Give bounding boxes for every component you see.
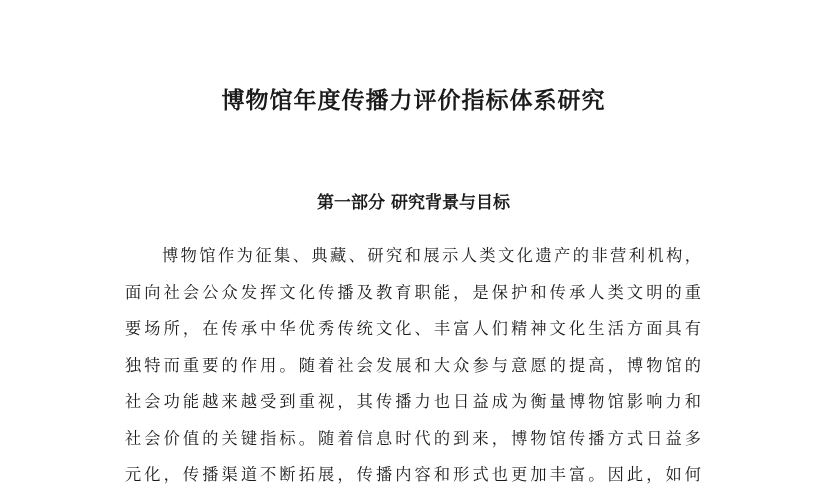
paragraph-line: 社会价值的关键指标。随着信息时代的到来，博物馆传播方式日益多 xyxy=(125,428,701,448)
document-title: 博物馆年度传播力评价指标体系研究 xyxy=(221,87,606,114)
paragraph-line: 社会功能越来越受到重视，其传播力也日益成为衡量博物馆影响力和 xyxy=(125,392,701,411)
section-heading: 第一部分 研究背景与目标 xyxy=(317,193,510,213)
paragraph-line: 面向社会公众发挥文化传播及教育职能，是保护和传承人类文明的重 xyxy=(125,282,701,302)
paragraph-line: 要场所，在传承中华优秀传统文化、丰富人们精神文化生活方面具有 xyxy=(125,319,701,338)
paragraph-line: 博物馆作为征集、典藏、研究和展示人类文化遗产的非营利机构， xyxy=(162,246,701,265)
body-paragraph xyxy=(125,238,701,494)
paragraph-line: 元化，传播渠道不断拓展，传播内容和形式也更加丰富。因此，如何 xyxy=(125,465,701,484)
paragraph-line: 独特而重要的作用。随着社会发展和大众参与意愿的提高，博物馆的 xyxy=(125,355,701,375)
